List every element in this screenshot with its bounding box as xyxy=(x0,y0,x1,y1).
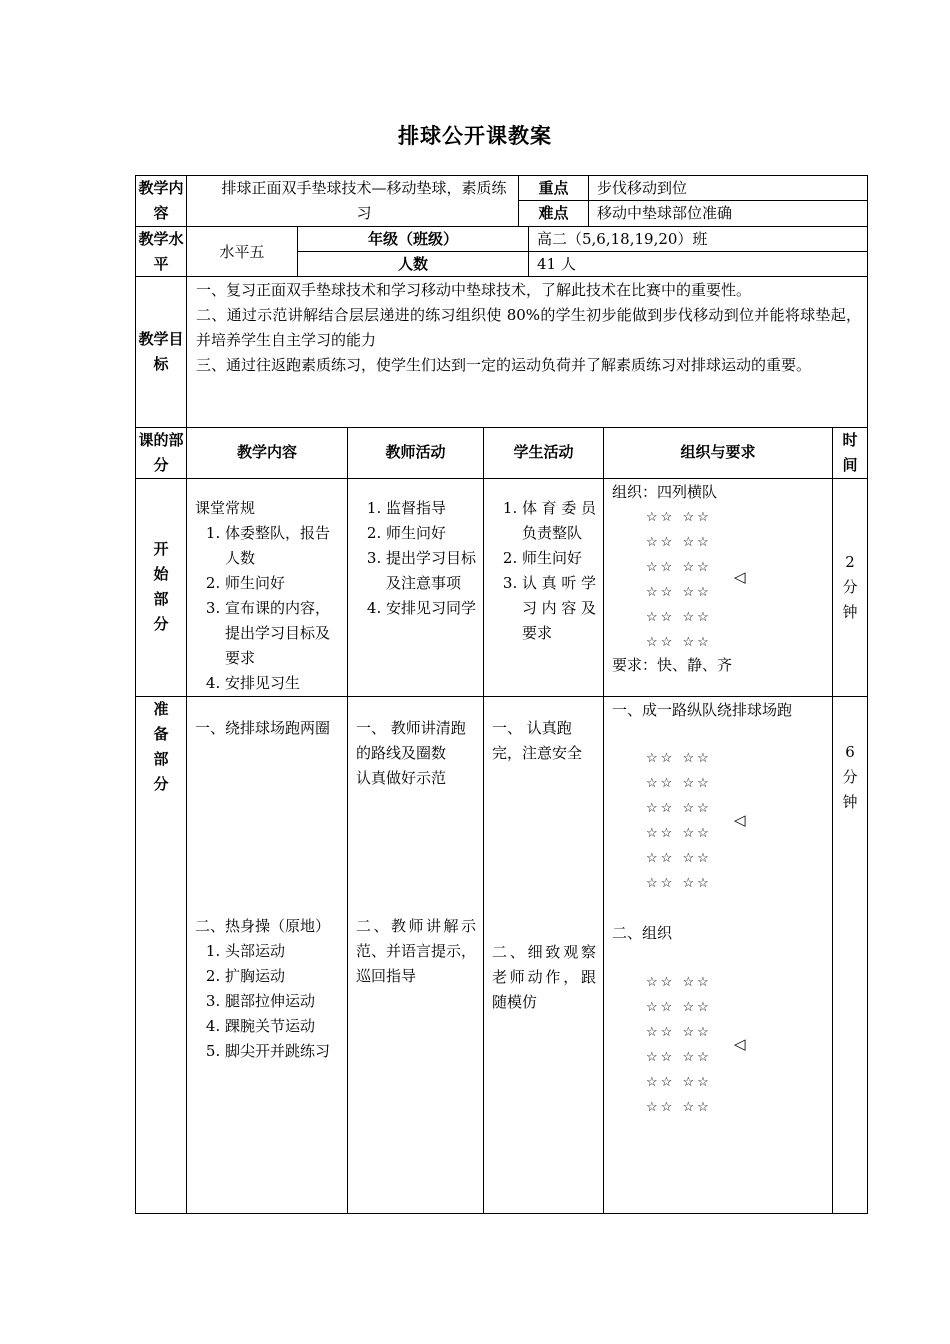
list-item: 4. 安排见习同学 xyxy=(386,596,476,621)
people-value: 41 人 xyxy=(537,255,576,273)
list-item: 5. 脚尖开并跳练习 xyxy=(225,1039,341,1064)
start-content-title: 课堂常规 xyxy=(195,499,256,517)
grade-label: 年级（班级） xyxy=(367,230,458,248)
list-item: 3. 认真听学习内容及要求 xyxy=(522,571,596,646)
goal-line: 三、通过往返跑素质练习，使学生们达到一定的运动负荷并了解素质练习对排球运动的重要。 xyxy=(196,356,812,374)
list-item: 3. 宣布课的内容，提出学习目标及要求 xyxy=(225,596,341,671)
grade-value: 高二（5,6,18,19,20）班 xyxy=(537,230,708,248)
goal-line: 二、通过示范讲解结合层层递进的练习组织使 80%的学生初步能做到步伐移动到位并能将球垫起，并培养学生自主学习的能力 xyxy=(196,306,861,349)
star-formation: ☆☆ ☆☆ ☆☆ ☆☆ ☆☆ ☆☆ ☆☆ ☆☆ ☆☆ ☆☆ ☆☆ ☆☆ xyxy=(646,751,712,891)
level-label: 教学水平 xyxy=(138,230,184,273)
list-item: 2. 师生问好 xyxy=(225,571,341,596)
star-formation: ☆☆ ☆☆ ☆☆ ☆☆ ☆☆ ☆☆ ☆☆ ☆☆ ☆☆ ☆☆ ☆☆ ☆☆ xyxy=(646,975,712,1115)
page-title: 排球公开课教案 xyxy=(398,123,552,148)
teacher-triangle-icon: ◁ xyxy=(734,1035,746,1053)
col-teacher: 教师活动 xyxy=(385,443,446,461)
prep-content1: 一、绕排球场跑两圈 xyxy=(195,719,331,737)
prep-teacher1 xyxy=(356,716,476,791)
goals-text xyxy=(196,278,861,378)
list-item: 2. 师生问好 xyxy=(522,546,596,571)
level-value: 水平五 xyxy=(219,243,265,261)
difficulty-label: 难点 xyxy=(538,204,569,222)
prep-org1: 一、成一路纵队绕排球场跑 xyxy=(612,701,793,719)
list-item: 1. 体委整队，报告人数 xyxy=(225,521,341,571)
key-value: 步伐移动到位 xyxy=(597,179,688,197)
content-label: 教学内容 xyxy=(138,179,184,222)
prep-teacher1-b: 认真做好示范 xyxy=(356,769,447,787)
start-student xyxy=(492,496,596,646)
prep-time: 6 分钟 xyxy=(842,743,858,811)
teacher-triangle-icon: ◁ xyxy=(734,811,746,829)
goal-line: 一、复习正面双手垫球技术和学习移动中垫球技术，了解此技术在比赛中的重要性。 xyxy=(196,281,752,299)
start-part-label: 开始部分 xyxy=(153,540,169,633)
prep-student1: 一、 认真跑完，注意安全 xyxy=(492,719,583,762)
goals-label: 教学目标 xyxy=(138,330,184,373)
list-item: 2. 扩胸运动 xyxy=(225,964,341,989)
col-org: 组织与要求 xyxy=(680,443,756,461)
list-item: 1. 监督指导 xyxy=(386,496,476,521)
star-formation: ☆☆ ☆☆ ☆☆ ☆☆ ☆☆ ☆☆ ☆☆ ☆☆ ☆☆ ☆☆ ☆☆ ☆☆ xyxy=(646,510,712,650)
content-value: 排球正面双手垫球技术—移动垫球，素质练习 xyxy=(221,179,507,222)
start-org-title: 组织：四列横队 xyxy=(612,483,718,501)
list-item: 2. 师生问好 xyxy=(386,521,476,546)
teacher-triangle-icon: ◁ xyxy=(734,568,746,586)
prep-part-label: 准备部分 xyxy=(153,700,169,793)
key-label: 重点 xyxy=(538,179,569,197)
col-student: 学生活动 xyxy=(513,443,574,461)
prep-teacher2: 二、教师讲解示范、并语言提示，巡回指导 xyxy=(356,917,477,985)
col-content: 教学内容 xyxy=(236,443,297,461)
start-teacher xyxy=(356,496,476,621)
prep-content2-title: 二、热身操（原地） xyxy=(195,917,331,935)
start-content xyxy=(195,496,341,696)
difficulty-value: 移动中垫球部位准确 xyxy=(597,204,733,222)
list-item: 3. 腿部拉伸运动 xyxy=(225,989,341,1014)
list-item: 4. 踝腕关节运动 xyxy=(225,1014,341,1039)
prep-content2 xyxy=(195,914,341,1064)
list-item: 4. 安排见习生 xyxy=(225,671,341,696)
people-label: 人数 xyxy=(397,255,428,273)
prep-teacher1-a: 一、 教师讲清跑的路线及圈数 xyxy=(356,719,466,762)
start-time: 2 分钟 xyxy=(842,553,858,621)
start-org-req: 要求：快、静、齐 xyxy=(612,656,733,674)
list-item: 1. 体育委员负责整队 xyxy=(522,496,596,546)
list-item: 3. 提出学习目标及注意事项 xyxy=(386,546,476,596)
prep-org2: 二、组织 xyxy=(612,924,673,942)
col-part: 课的部分 xyxy=(138,431,184,474)
list-item: 1. 头部运动 xyxy=(225,939,341,964)
prep-student2: 二、细致观察老师动作，跟随模仿 xyxy=(492,943,596,1011)
col-time: 时间 xyxy=(842,431,858,474)
